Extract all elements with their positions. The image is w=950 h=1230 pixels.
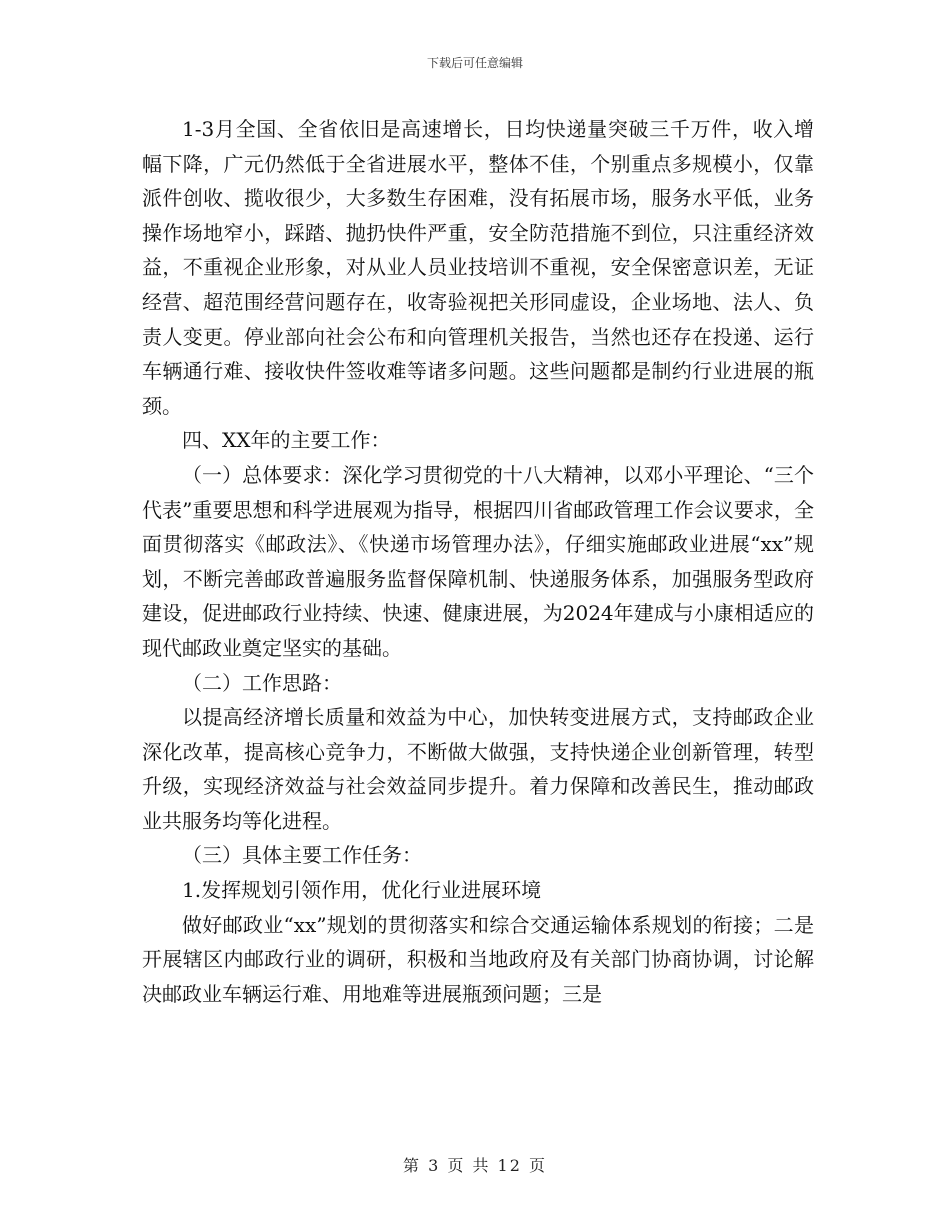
paragraph-overall-requirements: （一）总体要求：深化学习贯彻党的十八大精神，以邓小平理论、“三个代表”重要思想和科学进展观为指导，根据四川省邮政管理工作会议要求，全面贯彻落实《邮政法》、《快递市场管理办法》，仔细实施邮政业进展“xx”规划，不断完善邮政普遍服务监督保障机制、快递服务体系，加强服务型政府建设，促进邮政行业持续、快速、健康进展，为2024年建成与小康相适应的现代邮政业奠定坚实的基础。 [142,462,814,660]
paragraph-work-approach: 以提高经济增长质量和效益为中心，加快转变进展方式，支持邮政企业深化改革，提高核心竞争力，不断做大做强，支持快递企业创新管理，转型升级，实现经济效益与社会效益同步提升。着力保障和改善民生，推动邮政业共服务均等化进程。 [142,705,814,833]
paragraph-task-1: 做好邮政业“xx”规划的贯彻落实和综合交通运输体系规划的衔接；二是开展辖区内邮政行业的调研，积极和当地政府及有关部门协商协调，讨论解决邮政业车辆运行难、用地难等进展瓶颈问题；三是 [142,912,814,1006]
page-header: 下载后可任意编辑 [426,56,523,70]
document-body [142,112,814,1011]
paragraph-situation: 1-3月全国、全省依旧是高速增长，日均快递量突破三千万件，收入增幅下降，广元仍然低于全省进展水平，整体不佳，个别重点多规模小，仅靠派件创收、揽收很少，大多数生存困难，没有拓展市场，服务水平低，业务操作场地窄小，踩踏、抛扔快件严重，安全防范措施不到位，只注重经济效益，不重视企业形象，对从业人员业技培训不重视，安全保密意识差，无证经营、超范围经营问题存在，收寄验视把关形同虚设，企业场地、法人、负责人变更。停业部向社会公布和向管理机关报告，当然也还存在投递、运行车辆通行难、接收快件签收难等诸多问题。这些问题都是制约行业进展的瓶颈。 [142,117,814,418]
heading-task-1: 1.发挥规划引领作用，优化行业进展环境 [182,878,542,903]
heading-main-work: 四、XX年的主要工作： [182,428,391,453]
page-number: 第 3 页 共 12 页 [403,1156,547,1175]
heading-work-approach: （二）工作思路： [182,670,342,695]
heading-specific-tasks: （三）具体主要工作任务： [182,843,422,868]
